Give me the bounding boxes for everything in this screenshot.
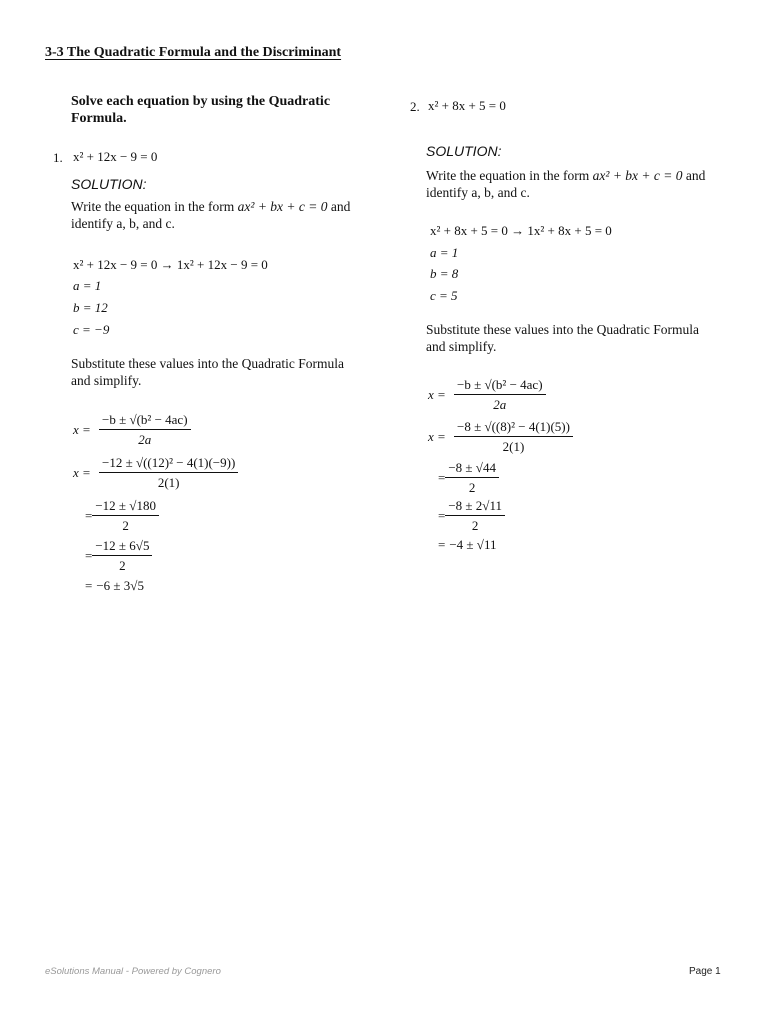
step-numerator: −8 ± √((8)² − 4(1)(5)) bbox=[454, 419, 573, 437]
step-row bbox=[428, 461, 598, 495]
step-row bbox=[73, 412, 243, 448]
step-fraction bbox=[454, 377, 546, 413]
step-row bbox=[428, 377, 598, 413]
step-numerator: −8 ± 2√11 bbox=[445, 498, 505, 516]
problem-1-steps bbox=[73, 412, 243, 596]
step-numerator: −12 ± √((12)² − 4(1)(−9)) bbox=[99, 455, 238, 473]
problem-2-substitute-text: Substitute these values into the Quadratic Formula and simplify. bbox=[426, 322, 699, 354]
problem-1-b-value: b = 12 bbox=[73, 300, 108, 315]
problem-2-steps bbox=[428, 377, 598, 555]
step-lhs: x = bbox=[73, 465, 91, 480]
problem-2-c-value: c = 5 bbox=[430, 288, 458, 303]
problem-2-standard-form: x² + 8x + 5 = 0 → 1x² + 8x + 5 = 0 bbox=[430, 223, 612, 238]
step-lhs: x = bbox=[73, 422, 91, 437]
step-denominator: 2 bbox=[471, 518, 479, 533]
step-denominator: 2 bbox=[122, 518, 129, 533]
step-fraction bbox=[445, 460, 499, 496]
step-denominator: 2(1) bbox=[157, 475, 180, 490]
step-result: −4 ± √11 bbox=[449, 537, 497, 552]
problem-1-number: 1. bbox=[53, 150, 63, 165]
instructions: Solve each equation by using the Quadratic Formula. bbox=[71, 94, 331, 126]
intro-text: Write the equation in the form bbox=[426, 168, 593, 183]
step-denominator: 2a bbox=[138, 432, 152, 447]
intro-form: ax² + bx + c = 0 bbox=[592, 168, 683, 183]
step-lhs: = bbox=[438, 508, 446, 523]
problem-2-intro bbox=[426, 167, 726, 201]
problem-2-b-value: b = 8 bbox=[430, 266, 459, 281]
step-fraction bbox=[445, 498, 505, 534]
problem-1-a-value: a = 1 bbox=[73, 278, 102, 293]
step-row bbox=[428, 417, 598, 457]
step-denominator: 2a bbox=[493, 397, 507, 412]
step-lhs: = bbox=[438, 537, 446, 552]
page-title: 3-3 The Quadratic Formula and the Discriminant bbox=[45, 45, 342, 60]
step-numerator: −b ± √(b² − 4ac) bbox=[454, 377, 546, 395]
step-fraction bbox=[99, 455, 238, 491]
problem-1-solution-label: SOLUTION: bbox=[71, 176, 147, 192]
step-row bbox=[73, 452, 243, 494]
step-numerator: −12 ± √180 bbox=[92, 498, 159, 516]
intro-form: ax² + bx + c = 0 bbox=[237, 199, 328, 214]
step-lhs: = bbox=[85, 508, 93, 523]
footer-credit: eSolutions Manual - Powered by Cognero bbox=[45, 966, 221, 977]
step-fraction bbox=[92, 538, 152, 574]
step-denominator: 2 bbox=[468, 480, 476, 495]
step-lhs: x = bbox=[428, 429, 446, 444]
step-row bbox=[73, 498, 243, 534]
problem-1-substitute-text: Substitute these values into the Quadratic Formula and simplify. bbox=[71, 356, 344, 388]
step-denominator: 2 bbox=[119, 558, 126, 573]
step-denominator: 2(1) bbox=[502, 439, 525, 454]
problem-1-c-value: c = −9 bbox=[73, 322, 110, 337]
step-row bbox=[428, 499, 598, 533]
step-row bbox=[73, 576, 243, 596]
problem-2-equation: x² + 8x + 5 = 0 bbox=[428, 98, 506, 113]
page-number: Page 1 bbox=[689, 966, 721, 977]
step-result: −6 ± 3√5 bbox=[96, 578, 144, 593]
step-lhs: x = bbox=[428, 387, 446, 402]
step-row bbox=[428, 535, 598, 555]
intro-text: Write the equation in the form bbox=[71, 199, 238, 214]
intro-text-end: and identify a, b, and c. bbox=[426, 168, 706, 200]
step-fraction bbox=[454, 419, 573, 455]
step-numerator: −12 ± 6√5 bbox=[92, 538, 152, 556]
step-lhs: = bbox=[85, 578, 93, 593]
step-fraction bbox=[92, 498, 159, 534]
problem-1-intro bbox=[71, 198, 371, 232]
problem-2-solution-label: SOLUTION: bbox=[426, 143, 502, 159]
step-numerator: −b ± √(b² − 4ac) bbox=[99, 412, 191, 430]
intro-text-end: and identify a, b, and c. bbox=[71, 199, 351, 231]
step-lhs: = bbox=[85, 548, 93, 563]
step-numerator: −8 ± √44 bbox=[445, 460, 499, 478]
step-fraction bbox=[99, 412, 191, 448]
step-lhs: = bbox=[438, 470, 446, 485]
problem-1-standard-form: x² + 12x − 9 = 0 → 1x² + 12x − 9 = 0 bbox=[73, 257, 268, 272]
problem-2-a-value: a = 1 bbox=[430, 245, 459, 260]
problem-2-number: 2. bbox=[410, 99, 420, 114]
step-row bbox=[73, 538, 243, 574]
problem-1-equation: x² + 12x − 9 = 0 bbox=[73, 149, 158, 164]
